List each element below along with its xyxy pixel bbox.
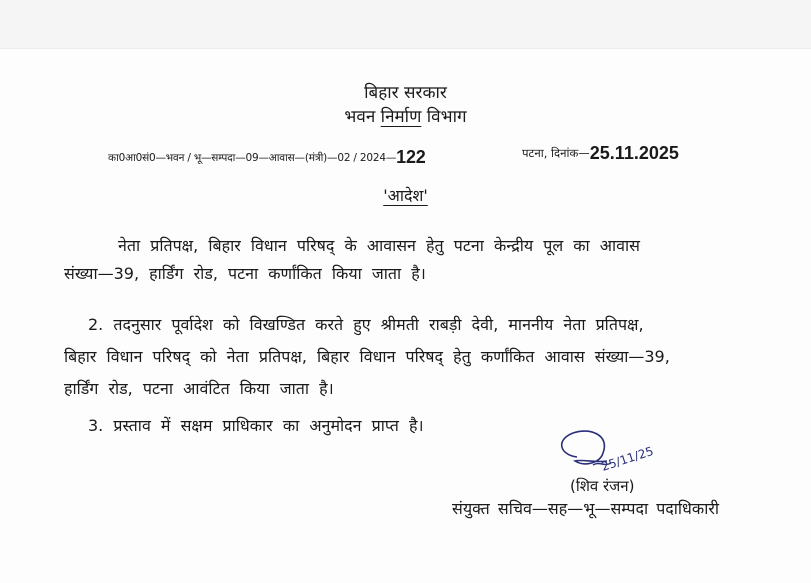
header-department (0, 104, 811, 127)
order-title-text: 'आदेश' (383, 186, 428, 205)
order-date (522, 143, 679, 164)
header-dept-pre: भवन (344, 107, 381, 127)
paragraph-3-line-1: 3. प्रस्ताव में सक्षम प्राधिकार का अनुमोदन प्राप्त है। (88, 416, 424, 435)
paragraph-2-line-3: हार्डिंग रोड, पटना आवंटित किया जाता है। (64, 379, 334, 398)
top-bar (0, 0, 811, 49)
date-value: 25.11.2025 (589, 143, 679, 163)
paragraph-2-line-1: 2. तदनुसार पूर्वादेश को विखण्डित करते हुए श्रीमती राबड़ी देवी, माननीय नेता प्रतिपक्ष, (88, 315, 644, 334)
date-label: पटना, दिनांक— (522, 146, 590, 160)
signatory-designation: संयुक्त सचिव—सह—भू—सम्पदा पदाधिकारी (452, 499, 720, 518)
signature-date: 25/11/25 (599, 443, 656, 474)
header-dept-post: विभाग (421, 107, 467, 127)
header-government: बिहार सरकार (364, 83, 447, 103)
signatory-name: (शिव रंजन) (570, 477, 635, 495)
paragraph-1-line-2: संख्या—39, हार्डिंग रोड, पटना कर्णांकित किया जाता है। (64, 264, 426, 283)
header-dept-underlined: निर्माण (380, 107, 422, 127)
paragraph-2-line-2: बिहार विधान परिषद् को नेता प्रतिपक्ष, बिहार विधान परिषद् हेतु कर्णांकित आवास संख्या—39, (64, 347, 670, 366)
reference-text: का0आ0सं0—भवन / भू—सम्पदा—09—आवास—(मंत्री)—02 / 2024— (108, 152, 397, 164)
paragraph-1-line-1: नेता प्रतिपक्ष, बिहार विधान परिषद् के आवासन हेतु पटना केन्द्रीय पूल का आवास (118, 236, 640, 255)
reference-number (108, 147, 426, 168)
reference-num: 122 (396, 147, 426, 167)
order-title (0, 184, 811, 206)
